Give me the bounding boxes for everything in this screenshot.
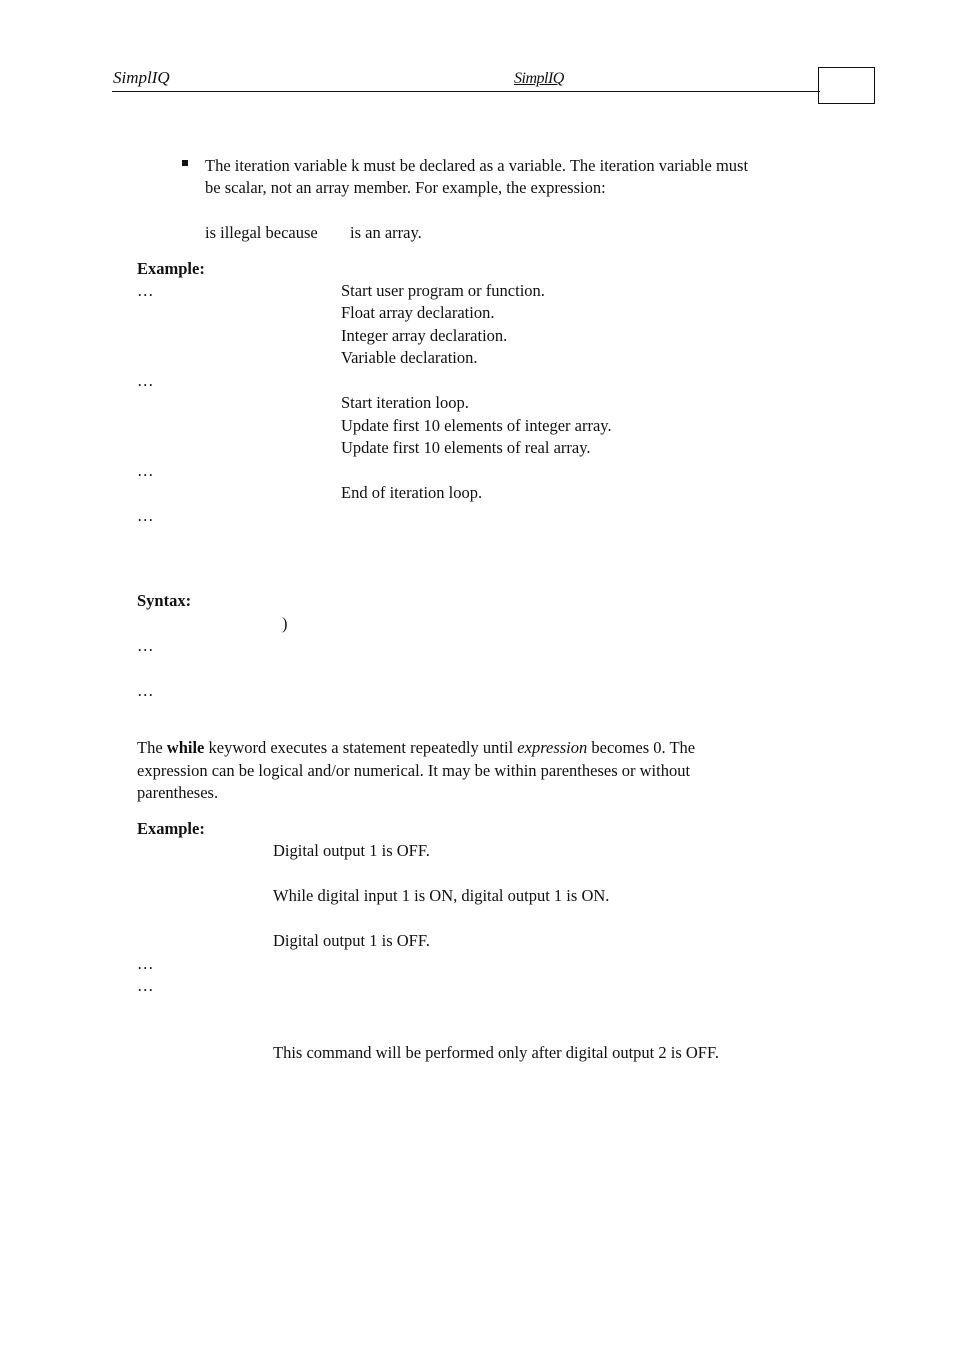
example-2-comment: This command will be performed only after digital output 2 is OFF. bbox=[273, 1043, 719, 1062]
ellipsis: … bbox=[137, 681, 154, 700]
while-description-line-2: expression can be logical and/or numerical. It may be within parentheses or without bbox=[137, 761, 691, 780]
syntax-heading: Syntax: bbox=[137, 591, 192, 610]
ellipsis: … bbox=[137, 281, 154, 300]
bullet-line-1: The iteration variable k must be declared as a variable. The iteration variable must bbox=[205, 156, 749, 175]
while-description-line-1 bbox=[137, 738, 695, 758]
example-1-comment: Integer array declaration. bbox=[341, 326, 508, 345]
while-keyword: while bbox=[166, 738, 205, 757]
example-2-heading: Example: bbox=[137, 819, 205, 838]
expression-term: expression bbox=[517, 738, 588, 757]
header-center-title: SimplIQ bbox=[514, 70, 564, 87]
page-number-box bbox=[818, 67, 875, 104]
ellipsis: … bbox=[137, 461, 154, 480]
while-description-line-3: parentheses. bbox=[137, 783, 219, 802]
example-1-comment: Update first 10 elements of integer array. bbox=[341, 416, 612, 435]
example-1-comment: Start iteration loop. bbox=[341, 393, 469, 412]
ellipsis: … bbox=[137, 976, 154, 995]
ellipsis: … bbox=[137, 636, 154, 655]
bullet-line-2: be scalar, not an array member. For example, the expression: bbox=[205, 178, 606, 197]
ellipsis: … bbox=[137, 506, 154, 525]
example-2-comment: Digital output 1 is OFF. bbox=[273, 841, 430, 860]
example-2-comment: While digital input 1 is ON, digital output 1 is ON. bbox=[273, 886, 610, 905]
header-rule bbox=[112, 91, 820, 92]
example-1-heading: Example: bbox=[137, 259, 205, 278]
ellipsis: … bbox=[137, 954, 154, 973]
illegal-suffix-text: is an array. bbox=[350, 223, 422, 242]
example-2-comment: Digital output 1 is OFF. bbox=[273, 931, 430, 950]
while-desc-text: becomes 0. The bbox=[587, 738, 696, 757]
illegal-prefix-text: is illegal because bbox=[205, 223, 318, 242]
while-desc-text: keyword executes a statement repeatedly until bbox=[204, 738, 518, 757]
example-1-comment: Start user program or function. bbox=[341, 281, 545, 300]
example-1-comment: End of iteration loop. bbox=[341, 483, 483, 502]
syntax-paren: ) bbox=[282, 614, 288, 633]
example-1-comment: Variable declaration. bbox=[341, 348, 478, 367]
ellipsis: … bbox=[137, 371, 154, 390]
example-1-comment: Float array declaration. bbox=[341, 303, 495, 322]
header-left-title: SimplIQ bbox=[113, 68, 170, 87]
while-desc-text: The bbox=[137, 738, 167, 757]
example-1-comment: Update first 10 elements of real array. bbox=[341, 438, 591, 457]
bullet-marker bbox=[182, 160, 188, 166]
